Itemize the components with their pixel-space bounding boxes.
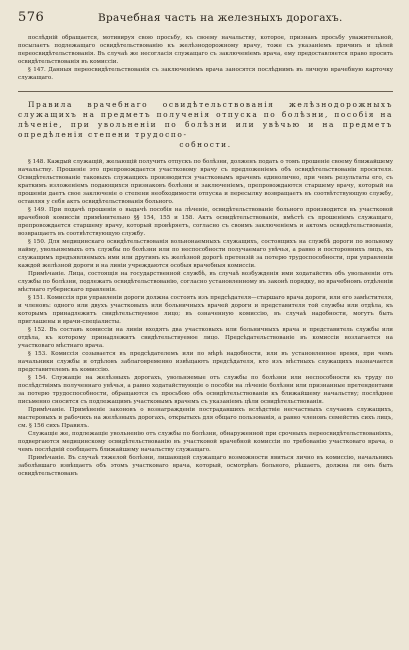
rules-heading — [18, 100, 393, 150]
note-154: Примѣчаніе. Примѣненіе законовъ о вознагражденіи пострадавшихъ вслѣдствіе несчастныхъ случаевъ служащихъ, мастеровыхъ и рабочихъ на желѣзныхъ дорогахъ, открытыхъ для общаго пользованія, а равно членовъ семействъ сихъ лицъ, см. § 156 сихъ Правилъ. — [18, 407, 393, 429]
rules-heading-cont: собности. — [179, 140, 232, 149]
note-serious-illness: Примѣчаніе. Въ случаѣ тяжелой болѣзни, лишающей служащаго возможности явиться лично въ комиссію, начальникъ заболѣвшаго извѣщаетъ объ этомъ участковаго врача, который, осмотрѣвъ больного, рѣшаетъ, должна ли онъ быть освидѣтельствованъ — [18, 455, 393, 477]
section-154: § 154. Служащіе на желѣзныхъ дорогахъ, увольняемые отъ службы по болѣзни или неспособности къ труду по послѣдствіямъ полученнаго увѣчья, а равно ходатайствующіе о пособіи на лѣченіе болѣзни или признанные претендентами за потерю трудоспособности, обращаются съ просьбою объ освидѣтельствованіи къ ближайшему начальству; послѣднее письменно сносится съ подлежащимъ участковымъ врачемъ съ указаніемъ цѣли освидѣтельствованія. — [18, 375, 393, 405]
running-head — [18, 0, 393, 34]
rules-heading-main: Правила врачебнаго освидѣтельствованія желѣзнодорожныхъ служащихъ на предметъ полученія отпуска по болѣзни, пособія на лѣченіе, при увольненіи по болѣзни или увѣчью и на предметъ опредѣленія степени трудоспо- — [18, 100, 393, 139]
section-153: § 153. Комиссія созывается въ предсѣдателемъ или по мѣрѣ надобности, или въ установленное время, при чемъ начальники службы и отдѣловъ заблаговременно извѣщаютъ предсѣдателя, кто изъ мѣстныхъ служащихъ назначается представителемъ въ комиссію. — [18, 351, 393, 373]
section-149: § 149. При подачѣ прошенія о выдачѣ пособія на лѣченіе, освидѣтельствованіе больного производится въ участковой врачебной комиссіи примѣнительно §§ 154, 155 и 158. Актъ освидѣтельствованія, вмѣстѣ съ прошеніемъ служащаго, препровождается старшему врачу, который провѣряетъ, согласно съ своимъ заключеніемъ и актомъ освидѣтельствованія, возвращаетъ въ соотвѣтствующую службу. — [18, 207, 393, 237]
section-148: § 148. Каждый служащій, желающій получить отпускъ по болѣзни, долженъ подать о томъ прошеніе своему ближайшему начальству. Прошеніе это препровождается участковому врачу съ предложеніемъ объ освидѣтельствованіи просителя. Освидѣтельствованіе таковыхъ служащихъ производится участковымъ врачемъ единолично, при чемъ результаты его, съ краткимъ изложеніемъ подающихся признаковъ болѣзни и заключеніемъ, препровождаются старшему врачу, который на прошеніи даетъ свое заключеніе о степени необходимости отпуска и пересылку возвращаетъ въ соотвѣтствующую службу, оставляя у себя актъ освидѣтельствованія больного. — [18, 159, 393, 205]
page-number: 576 — [18, 10, 45, 25]
running-title: Врачебная часть на железныхъ дорогахъ. — [98, 12, 343, 24]
section-147: § 147. Данныя переосвидѣтельствованія съ заключеніемъ врача заносятся послѣднимъ въ личную врачебную карточку служащаго. — [18, 67, 393, 81]
paragraph-servants-dismissal: Служащіе же, подлежащіе увольненію отъ службы по болѣзни, обнаруженной при срочныхъ переосвидѣтельствованіяхъ, подвергаются медицинскому освидѣтельствованію въ участковой врачебной комиссіи по требованію участковаго врача, о чемъ послѣдній сообщаетъ ближайшему начальству служащаго. — [18, 431, 393, 453]
intro-paragraph: послѣдній обращается, мотивируя свою просьбу, къ своему начальству, которое, признавъ просьбу уважительной, посылаетъ подлежащаго освидѣтельствованію къ желѣзнодорожному врачу, тоже съ указаніемъ причинъ и цѣлей переосвидѣтельствованія. Въ случаѣ же несогласія служащаго съ заключеніемъ врача, ему предоставляется право просить освидѣтельствованія въ комиссіи. — [18, 35, 393, 65]
section-150: § 150. Для медицинскаго освидѣтельствованія вольнонаемныхъ служащихъ, состоящихъ на службѣ дороги по вольному найму, увольняемыхъ отъ службы по болѣзни или по неспособности получаемаго увѣчья, а равно и постороннихъ лицъ, къ служащимъ предъявляемыхъ ими или другимъ къ желѣзной дорогѣ претензій за потерю трудоспособности, при управленіи каждой желѣзной дороги и на линіи учреждаются особыя врачебныя комиссіи. — [18, 239, 393, 269]
section-152: § 152. Въ составъ комиссіи на линіи входятъ два участковыхъ или больничныхъ врача и представитель службы или отдѣла, къ которому принадлежитъ свидѣтельствуемое лицо. Предсѣдательствованіе въ комиссіи возлагается на участковаго мѣстнаго врача. — [18, 327, 393, 349]
note-150: Примѣчаніе. Лица, состоящія на государственной службѣ, въ случаѣ возбужденія ими ходатайствъ объ увольненіи отъ службы по болѣзни, подлежатъ освидѣтельствованію, согласно установленному въ законѣ порядку, во врачебномъ отдѣленіи мѣстнаго губернскаго правленія. — [18, 271, 393, 293]
section-151: § 151. Комиссія при управленіи дороги должна состоять изъ предсѣдателя—старшаго врача дороги, или его замѣстителя, и членовъ: одного или двухъ участковыхъ или больничныхъ врачей дороги и представителя той службы или отдѣла, къ которымъ принадлежитъ свидѣтельствуемое лицо; въ означенную комиссію, въ случаѣ надобности, могутъ быть приглашены и врачи-спеціалисты. — [18, 295, 393, 325]
section-divider — [18, 91, 393, 92]
